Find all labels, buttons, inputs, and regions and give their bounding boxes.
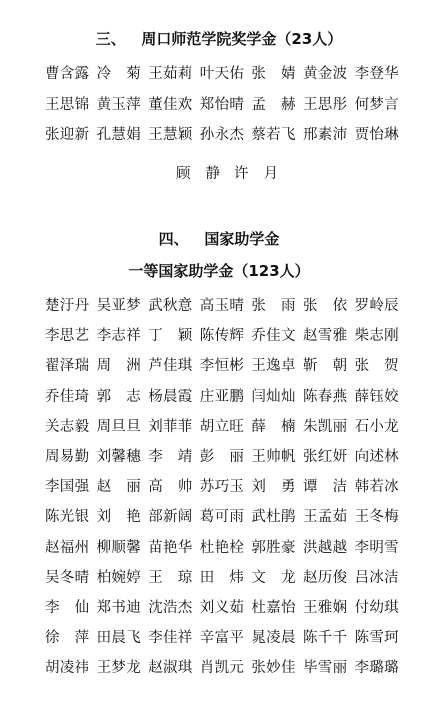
name-cell: 张 依 <box>302 298 348 314</box>
name-cell: 闫灿灿 <box>251 388 296 405</box>
name-cell: 胡凌祎 <box>45 660 90 677</box>
name-cell: 郭 志 <box>96 388 141 405</box>
name-cell: 刘菲菲 <box>148 418 193 435</box>
name-cell: 韩若冰 <box>354 479 399 496</box>
name-cell: 刘义茹 <box>199 599 245 616</box>
name-cell: 许 月 <box>234 166 279 182</box>
name-cell: 张红妍 <box>302 448 348 465</box>
name-cell: 肖凯元 <box>199 660 245 677</box>
name-cell: 贾怡琳 <box>354 127 399 143</box>
name-cell: 柴志刚 <box>354 328 399 345</box>
name-cell: 顾 静 <box>176 166 221 182</box>
name-cell: 李佳祥 <box>148 630 193 647</box>
name-cell: 刘 勇 <box>251 479 296 496</box>
name-cell: 王思锦 <box>45 96 90 113</box>
name-cell: 辛富平 <box>199 630 245 647</box>
name-cell: 毕雪丽 <box>302 660 348 677</box>
name-cell: 王冬梅 <box>354 509 399 526</box>
name-cell: 李明雪 <box>354 539 399 556</box>
name-cell: 田晨飞 <box>96 630 141 647</box>
name-cell: 赵 丽 <box>96 479 141 496</box>
name-cell: 周 洲 <box>96 358 141 375</box>
name-cell: 刘 艳 <box>96 509 141 526</box>
name-cell: 李 仙 <box>45 599 90 616</box>
name-cell: 李登华 <box>354 66 399 82</box>
name-cell: 武杜鹃 <box>251 509 296 526</box>
name-cell: 邢素沛 <box>302 127 348 143</box>
name-cell: 张迎新 <box>45 127 90 143</box>
name-cell: 薛钰姣 <box>354 388 399 405</box>
name-cell: 吕冰洁 <box>354 569 399 586</box>
name-cell: 高玉晴 <box>199 298 245 314</box>
name-cell: 孟 赫 <box>251 96 296 113</box>
name-cell: 葛可雨 <box>199 509 245 526</box>
name-cell: 王雅娴 <box>302 599 348 616</box>
name-cell: 陈春燕 <box>302 388 348 405</box>
name-cell: 石小龙 <box>354 418 399 435</box>
name-cell: 黄玉萍 <box>96 96 141 113</box>
name-cell: 张 雨 <box>251 298 296 314</box>
name-cell: 王帅帆 <box>251 448 296 465</box>
name-cell: 吴亚梦 <box>96 298 141 314</box>
section-3-heading: 三、 周口师范学院奖学金（23人） <box>95 30 343 48</box>
name-cell: 晁凌晨 <box>251 630 296 647</box>
name-cell: 李 靖 <box>148 448 193 465</box>
section-4-heading: 四、 国家助学金 <box>158 230 280 248</box>
name-cell: 杜嘉怡 <box>251 599 296 616</box>
name-cell: 翟泽瑞 <box>45 358 90 375</box>
name-cell: 王茹莉 <box>148 66 193 82</box>
name-cell: 朱凯丽 <box>302 418 348 435</box>
name-cell: 杨晨霞 <box>148 388 193 405</box>
name-cell: 赵雪雅 <box>302 328 348 345</box>
name-cell: 郑怡晴 <box>199 96 245 113</box>
name-cell: 王逸卓 <box>251 358 296 375</box>
name-cell: 谭 洁 <box>302 479 348 496</box>
name-cell: 洪越越 <box>302 539 348 556</box>
name-cell: 柳顺馨 <box>96 539 141 556</box>
name-cell: 刘馨穗 <box>96 448 141 465</box>
name-cell: 叶天佑 <box>199 66 245 82</box>
name-cell: 陈光银 <box>45 509 90 526</box>
name-cell: 王慧颖 <box>148 127 193 143</box>
name-cell: 部新阔 <box>148 509 193 526</box>
name-cell: 苏巧玉 <box>199 479 245 496</box>
name-cell: 李国强 <box>45 479 90 496</box>
section-3-name-list <box>45 64 415 156</box>
name-cell: 王 琼 <box>148 569 193 586</box>
name-cell: 沈浩杰 <box>148 599 193 616</box>
name-cell: 丁 颖 <box>148 328 193 345</box>
name-cell: 庄亚鹏 <box>199 388 245 405</box>
section-4-name-list <box>45 296 415 688</box>
name-cell: 薛 楠 <box>251 418 296 435</box>
name-cell: 李璐璐 <box>354 660 399 677</box>
name-cell: 罗岭辰 <box>354 298 399 314</box>
name-cell: 徐 萍 <box>45 630 90 647</box>
section-3-last-row <box>176 164 284 184</box>
name-cell: 张 贺 <box>354 358 399 375</box>
name-cell: 赵历俊 <box>302 569 348 586</box>
name-cell: 张妙佳 <box>251 660 296 677</box>
name-cell: 向述林 <box>354 448 399 465</box>
name-cell: 陈传辉 <box>199 328 245 345</box>
name-cell: 陈千千 <box>302 630 348 647</box>
name-cell: 楚汙丹 <box>45 298 90 314</box>
name-cell: 周旦旦 <box>96 418 141 435</box>
name-cell: 冷 菊 <box>96 66 141 82</box>
name-cell: 武秋意 <box>148 298 193 314</box>
name-cell: 田 炜 <box>199 569 245 586</box>
name-cell: 张 婧 <box>251 66 296 82</box>
name-cell: 乔佳文 <box>251 328 296 345</box>
name-cell: 曹含露 <box>45 66 90 82</box>
name-cell: 芦佳琪 <box>148 358 193 375</box>
name-cell: 杜艳栓 <box>199 539 245 556</box>
name-cell: 陈雪珂 <box>354 630 399 647</box>
name-cell: 赵福州 <box>45 539 90 556</box>
name-cell: 李志祥 <box>96 328 141 345</box>
name-cell: 蔡若飞 <box>251 127 296 143</box>
name-cell: 胡立旺 <box>199 418 245 435</box>
name-cell: 王梦龙 <box>96 660 141 677</box>
name-cell: 周易勤 <box>45 448 90 465</box>
name-cell: 孙永杰 <box>199 127 245 143</box>
name-cell: 王孟茹 <box>302 509 348 526</box>
name-cell: 何梦言 <box>354 96 399 113</box>
name-cell: 王思彤 <box>302 96 348 113</box>
name-cell: 付幼琪 <box>354 599 399 616</box>
name-cell: 靳 朝 <box>302 358 348 375</box>
name-cell: 彭 丽 <box>199 448 245 465</box>
name-cell: 赵淑琪 <box>148 660 193 677</box>
name-cell: 黄金波 <box>302 66 348 82</box>
name-cell: 郑书迪 <box>96 599 141 616</box>
name-cell: 关志毅 <box>45 418 90 435</box>
section-4-subheading: 一等国家助学金（123人） <box>128 262 310 280</box>
name-cell: 乔佳琦 <box>45 388 90 405</box>
name-cell: 文 龙 <box>251 569 296 586</box>
name-cell: 郭胜豪 <box>251 539 296 556</box>
name-cell: 董佳欢 <box>148 96 193 113</box>
name-cell: 李恒彬 <box>199 358 245 375</box>
name-cell: 苗艳华 <box>148 539 193 556</box>
name-cell: 孔慧娟 <box>96 127 141 143</box>
name-cell: 柏婉婷 <box>96 569 141 586</box>
name-cell: 高 帅 <box>148 479 193 496</box>
name-cell: 李思艺 <box>45 328 90 345</box>
name-cell: 吴冬晴 <box>45 569 90 586</box>
